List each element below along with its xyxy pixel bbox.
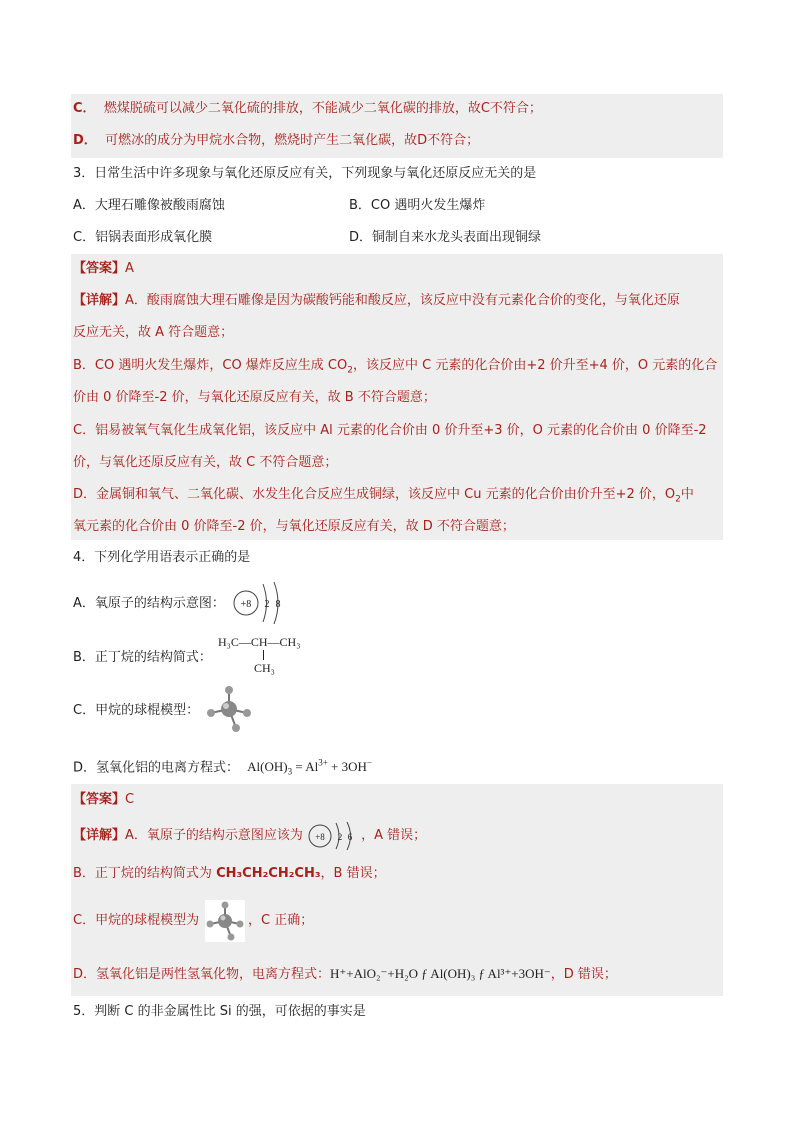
shell-count-2: 8 xyxy=(275,599,281,610)
q3-option-a: A．大理石雕像被酸雨腐蚀 xyxy=(73,198,225,213)
isobutane-formula xyxy=(218,634,301,675)
methane-ball-stick-icon xyxy=(205,684,253,734)
q3-detail-c1: C．铝易被氧气氧化生成氧化铝，该反应中 Al 元素的化合价由 0 价升至+3 价，O 元素的化合价由 0 价降至-2 xyxy=(73,423,707,438)
formula-bottom: CH₃ xyxy=(254,661,275,675)
oxygen-atom-diagram-6 xyxy=(307,821,361,851)
formula-vbond xyxy=(263,650,264,660)
q4-option-c: C．甲烷的球棍模型： xyxy=(73,703,200,718)
svg-text:+8: +8 xyxy=(315,831,325,842)
nucleus-charge: +8 xyxy=(240,599,252,610)
shell-count-1: 2 xyxy=(264,599,270,610)
q4-detail-a: 【详解】A．氧原子的结构示意图应该为 +8 2 6 ，A 错误； xyxy=(73,826,426,846)
oxygen-atom-diagram-8 xyxy=(230,578,290,628)
q4-detail-d: D．氢氧化铝是两性氢氧化物，电离方程式：H⁺+AlO₂⁻+H₂O ƒ Al(OH)₃ ƒ Al³⁺+3OH⁻，D 错误； xyxy=(73,966,617,982)
methane-ball-stick-small-icon xyxy=(205,900,245,942)
q3-option-c: C．铝锅表面形成氧化膜 xyxy=(73,230,213,245)
q4-d-equation: $Al(OH)_3 = Al^{3+} + 3OH^-$ xyxy=(247,758,372,777)
q3-detail-b1: B．CO 遇明火发生爆炸，CO 爆炸反应生成 $CO_2$，该反应中 C 元素的化合价由+2 价升至+4 价，O 元素的化合 xyxy=(73,358,718,376)
q3-option-b: B．CO 遇明火发生爆炸 xyxy=(349,198,486,213)
q3-stem: 3．日常生活中许多现象与氧化还原反应有关，下列现象与氧化还原反应无关的是 xyxy=(73,166,537,181)
q3-detail-b2: 价由 0 价降至-2 价，与氧化还原反应有关，故 B 不符合题意； xyxy=(73,390,436,405)
q4-option-b: B．正丁烷的结构简式： xyxy=(73,650,212,665)
q4-option-d: D．氢氧化铝的电离方程式： $Al(OH)_3 = Al^{3+} + 3OH^-$ xyxy=(73,758,372,777)
q3-answer: 【答案】A xyxy=(73,261,134,276)
prev-answer-c: C． 燃煤脱硫可以减少二氧化硫的排放，不能减少二氧化碳的排放，故C不符合； xyxy=(73,101,542,116)
formula-top: H₃C—CH—CH₃ xyxy=(218,635,301,649)
q3-option-d: D．铜制自来水龙头表面出现铜绿 xyxy=(349,230,542,245)
svg-text:2: 2 xyxy=(337,831,343,842)
q3-detail-c2: 价，与氧化还原反应有关，故 C 不符合题意； xyxy=(73,455,338,470)
q4-detail-b: B．正丁烷的结构简式为 CH₃CH₂CH₂CH₃，B 错误； xyxy=(73,866,386,881)
q4-option-a: A．氧原子的结构示意图： xyxy=(73,596,225,611)
q4-detail-c-tail: ，C 正确； xyxy=(248,913,314,928)
q4-stem: 4．下列化学用语表示正确的是 xyxy=(73,550,251,565)
q3-detail-d2: 氧元素的化合价由 0 价降至-2 价，与氧化还原反应有关，故 D 不符合题意； xyxy=(73,519,515,534)
prev-answer-d: D． 可燃冰的成分为甲烷水合物，燃烧时产生二氧化碳，故D不符合； xyxy=(73,133,480,148)
svg-text:6: 6 xyxy=(347,831,353,842)
q4-detail-c: C．甲烷的球棍模型为 xyxy=(73,913,200,928)
q4-answer: 【答案】C xyxy=(73,792,135,807)
q3-detail-d1: D．金属铜和氧气、二氧化碳、水发生化合反应生成铜绿，该反应中 Cu 元素的化合价由价升至+2 价，$O_2$中 xyxy=(73,487,694,505)
q3-detail-a1: 【详解】A．酸雨腐蚀大理石雕像是因为碳酸钙能和酸反应，该反应中没有元素化合价的变化，与氧化还原 xyxy=(73,293,680,308)
q3-detail-a2: 反应无关，故 A 符合题意； xyxy=(73,325,234,340)
q5-stem: 5．判断 C 的非金属性比 Si 的强，可依据的事实是 xyxy=(73,1004,366,1019)
